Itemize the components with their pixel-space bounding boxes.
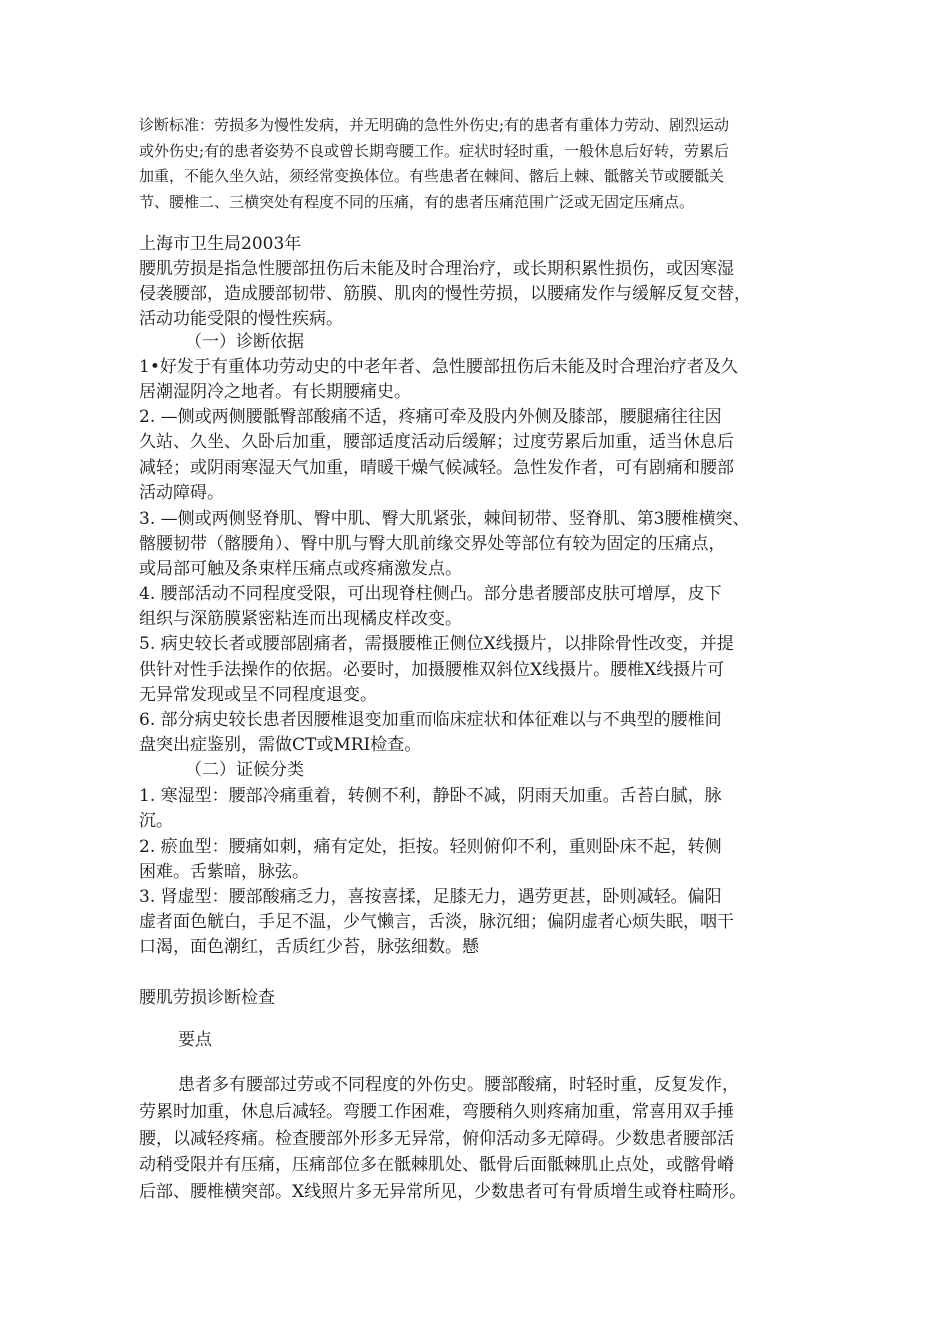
section-line: 居潮湿阴冷之地者。有长期腰痛史。 — [139, 382, 411, 402]
section-line: 3. 肾虚型：腰部酸痛乏力，喜按喜揉，足膝无力，遇劳更甚，卧则减轻。偏阳 — [139, 887, 722, 907]
section-line: 组织与深筋膜紧密粘连而出现橘皮样改变。 — [139, 609, 462, 629]
definition-line: 活动功能受限的慢性疾病。 — [139, 309, 343, 329]
exam-title: 腰肌劳损诊断检查 — [139, 988, 275, 1008]
section-line: 5. 病史较长者或腰部剧痛者，需摄腰椎正侧位X线摄片，以排除骨性改变，并提 — [139, 634, 734, 654]
section-heading: （二）证候分类 — [185, 760, 304, 780]
exam-line: 腰，以减轻疼痛。检查腰部外形多无异常，俯仰活动多无障碍。少数患者腰部活 — [139, 1129, 734, 1149]
exam-line: 劳累时加重，休息后减轻。弯腰工作困难，弯腰稍久则疼痛加重，常喜用双手捶 — [139, 1102, 734, 1122]
section-line: 久站、久坐、久卧后加重，腰部适度活动后缓解；过度劳累后加重，适当休息后 — [139, 432, 734, 452]
section-line: 6. 部分病史较长患者因腰椎退变加重而临床症状和体征难以与不典型的腰椎间 — [139, 710, 722, 730]
section-heading: （一）诊断依据 — [185, 332, 304, 352]
section-line: 2. —侧或两侧腰骶臀部酸痛不适，疼痛可牵及股内外侧及膝部，腰腿痛往往因 — [139, 407, 722, 427]
definition-line: 侵袭腰部，造成腰部韧带、筋膜、肌肉的慢性劳损，以腰痛发作与缓解反复交替， — [139, 284, 751, 304]
section-line: 1•好发于有重体功劳动史的中老年者、急性腰部扭伤后未能及时合理治疗者及久 — [139, 357, 738, 377]
section-line: 无异常发现或呈不同程度退变。 — [139, 685, 377, 705]
criteria-line: 或外伤史;有的患者姿势不良或曾长期弯腰工作。症状时轻时重，一般休息后好转，劳累后 — [139, 142, 730, 160]
section-line: 活动障碍。 — [139, 483, 224, 503]
section-line: 口渴，面色潮红，舌质红少苔，脉弦细数。懸 — [139, 937, 479, 957]
criteria-line: 加重，不能久坐久站，须经常变换体位。有些患者在棘间、髂后上棘、骶髂关节或腰骶关 — [139, 167, 725, 185]
section-line: 髂腰韧带（髂腰角）、臀中肌与臀大肌前缘交界处等部位有较为固定的压痛点， — [139, 534, 726, 554]
section-line: 虚者面色觥白，手足不温，少气懒言，舌淡，脉沉细；偏阴虚者心烦失眠，咽干 — [139, 912, 734, 932]
exam-subtitle: 要点 — [178, 1030, 212, 1050]
section-line: 沉。 — [139, 811, 173, 831]
section-line: 减轻；或阴雨寒湿天气加重，晴暖干燥气候减轻。急性发作者，可有剧痛和腰部 — [139, 458, 734, 478]
criteria-line: 诊断标准：劳损多为慢性发病，并无明确的急性外伤史;有的患者有重体力劳动、剧烈运动 — [139, 116, 730, 134]
exam-line: 后部、腰椎横突部。X线照片多无异常所见，少数患者可有骨质增生或脊柱畸形。 — [139, 1182, 747, 1202]
criteria-line: 节、腰椎二、三横突处有程度不同的压痛，有的患者压痛范围广泛或无固定压痛点。 — [139, 193, 695, 211]
exam-line: 动稍受限并有压痛，压痛部位多在骶棘肌处、骶骨后面骶棘肌止点处，或髂骨嵴 — [139, 1155, 734, 1175]
section-line: 供针对性手法操作的依据。必要时，加摄腰椎双斜位X线摄片。腰椎X线摄片可 — [139, 660, 725, 680]
section-line: 1. 寒湿型：腰部冷痛重着，转侧不利，静卧不减，阴雨天加重。舌苔白腻，脉 — [139, 786, 722, 806]
exam-line: 患者多有腰部过劳或不同程度的外伤史。腰部酸痛，时轻时重，反复发作， — [178, 1075, 739, 1095]
section-line: 盘突出症鉴别，需做CT或MRI检查。 — [139, 735, 422, 755]
definition-line: 腰肌劳损是指急性腰部扭伤后未能及时合理治疗，或长期积累性损伤，或因寒湿 — [139, 259, 734, 279]
source-line: 上海市卫生局2003年 — [139, 234, 302, 254]
section-line: 困难。舌紫暗，脉弦。 — [139, 862, 309, 882]
section-line: 2. 瘀血型：腰痛如刺，痛有定处，拒按。轻则俯仰不利，重则卧床不起，转侧 — [139, 837, 722, 857]
section-line: 4. 腰部活动不同程度受限，可出现脊柱侧凸。部分患者腰部皮肤可增厚，皮下 — [139, 584, 722, 604]
section-line: 3. —侧或两侧竖脊肌、臀中肌、臀大肌紧张，棘间韧带、竖脊肌、第3腰椎横突、 — [139, 509, 750, 529]
section-line: 或局部可触及条束样压痛点或疼痛激发点。 — [139, 559, 462, 579]
